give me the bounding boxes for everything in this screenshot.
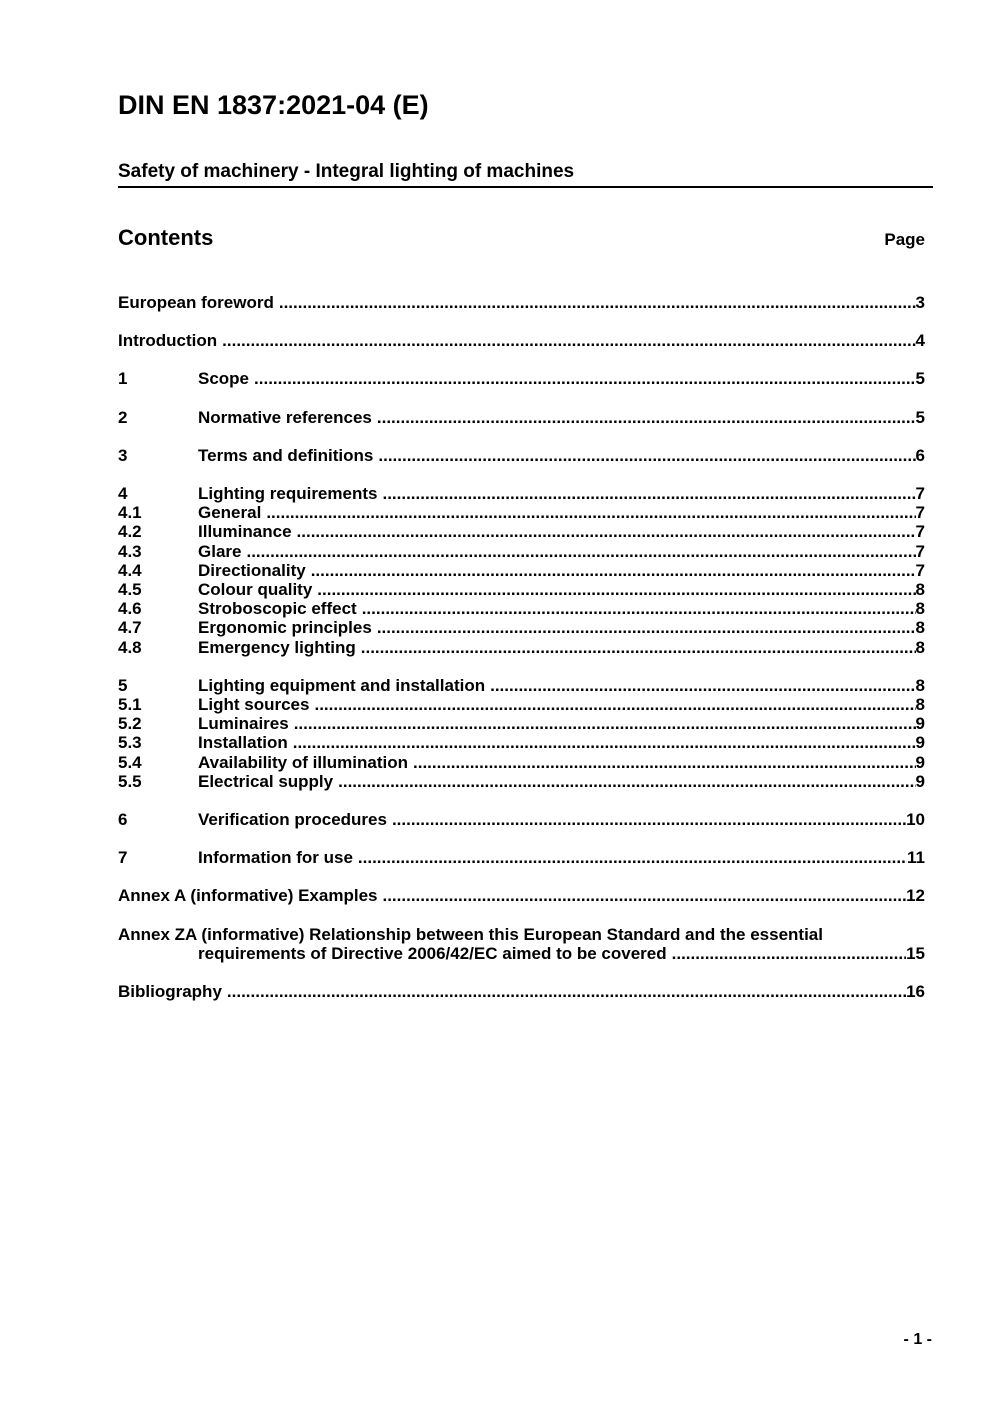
toc-entry-number: 5: [118, 675, 128, 695]
page-column-label: Page: [884, 230, 925, 249]
toc-entry-bibliography: [118, 982, 925, 1001]
dot-leader: [311, 561, 916, 580]
toc-group: [118, 446, 925, 465]
toc-entry-label: General: [198, 503, 262, 523]
toc-entry-page: 8: [915, 675, 925, 695]
toc-entry-label: Bibliography: [118, 982, 222, 1002]
toc-entry-annex-za: [118, 925, 925, 963]
toc-group: [118, 331, 925, 350]
dot-leader: [358, 848, 907, 867]
toc-entry-number: 5.3: [118, 733, 142, 753]
toc-entry-page: 8: [915, 580, 925, 600]
doc-code-heading: DIN EN 1837:2021-04 (E): [118, 90, 429, 120]
toc-entry-page: 9: [915, 733, 925, 753]
toc-entry-number: 2: [118, 407, 128, 427]
toc-entry-number: 5.5: [118, 771, 142, 791]
toc-group: [118, 886, 925, 905]
dot-leader: [377, 618, 916, 637]
toc-entry-label: Light sources: [198, 695, 310, 715]
dot-leader: [338, 772, 915, 791]
toc-entry-number: 4.6: [118, 599, 142, 619]
toc-entry-page: 16: [906, 982, 925, 1002]
toc-entry-number: 5.2: [118, 714, 142, 734]
toc-entry-scope: [118, 369, 925, 388]
toc-entry-page: 7: [915, 560, 925, 580]
doc-subtitle: Safety of machinery - Integral lighting of machines: [118, 160, 933, 188]
toc-entry-normative-references: [118, 408, 925, 427]
toc-entry-number: 4.4: [118, 560, 142, 580]
toc-entry: [118, 618, 925, 637]
toc-entry: [118, 753, 925, 772]
toc-entry-label: Introduction: [118, 331, 218, 351]
dot-leader: [413, 753, 916, 772]
toc-group-lighting-requirements: [118, 484, 925, 657]
toc-entry-label: Luminaires: [198, 714, 289, 734]
toc-entry-number: 4.8: [118, 637, 142, 657]
toc-entry-page: 5: [915, 369, 925, 389]
toc-entry-number: 1: [118, 369, 128, 389]
toc-group: [118, 982, 925, 1001]
toc-group: [118, 293, 925, 312]
toc-entry: [118, 542, 925, 561]
toc-entry-number: 4: [118, 484, 128, 504]
toc-group: [118, 810, 925, 829]
dot-leader: [266, 503, 915, 522]
toc-entry: [118, 561, 925, 580]
toc-entry-annex-a: [118, 886, 925, 905]
dot-leader: [294, 714, 916, 733]
toc-entry-page: 8: [915, 599, 925, 619]
toc-entry-label: Lighting requirements: [198, 484, 378, 504]
toc-entry: [118, 714, 925, 733]
dot-leader: [279, 293, 916, 312]
toc-entry: [118, 638, 925, 657]
toc-entry-label: Normative references: [198, 407, 372, 427]
dot-leader: [490, 676, 915, 695]
dot-leader: [222, 331, 915, 350]
toc-entry-label: Scope: [198, 369, 250, 389]
toc-entry-label: Colour quality: [198, 580, 313, 600]
dot-leader: [672, 944, 906, 963]
toc-entry-page: 4: [915, 331, 925, 351]
toc-entry-number: 3: [118, 445, 128, 465]
toc-group: [118, 848, 925, 867]
dot-leader: [361, 638, 916, 657]
toc-entry: [118, 522, 925, 541]
toc-entry-page: 15: [906, 943, 925, 963]
toc-entry-page: 11: [907, 848, 925, 868]
toc-entry-page: 7: [915, 541, 925, 561]
toc-entry-page: 12: [906, 886, 925, 906]
toc-entry-page: 5: [915, 407, 925, 427]
toc-entry-label: Ergonomic principles: [198, 618, 372, 638]
toc-group: [118, 369, 925, 388]
dot-leader: [227, 982, 906, 1001]
dot-leader: [377, 408, 916, 427]
dot-leader: [392, 810, 906, 829]
toc-entry-number: 4.5: [118, 580, 142, 600]
toc-entry-page: 8: [915, 637, 925, 657]
dot-leader: [382, 484, 915, 503]
toc-entry-page: 3: [915, 293, 925, 312]
toc-entry-label: Lighting equipment and installation: [198, 675, 486, 695]
toc-entry-page: 7: [915, 484, 925, 504]
toc-entry-label: Emergency lighting: [198, 637, 356, 657]
toc-entry-page: 9: [915, 752, 925, 772]
dot-leader: [317, 580, 915, 599]
toc-entry-label: European foreword: [118, 293, 274, 312]
toc-group-lighting-equipment: [118, 676, 925, 791]
toc-entry-introduction: [118, 331, 925, 350]
toc-entry: [118, 676, 925, 695]
toc-entry-label: Annex A (informative) Examples: [118, 886, 378, 906]
toc-entry-page: 9: [915, 771, 925, 791]
toc-entry-label: Availability of illumination: [198, 752, 409, 772]
toc-entry-terms-definitions: [118, 446, 925, 465]
toc-entry-label: Illuminance: [198, 522, 292, 542]
toc-entry-page: 8: [915, 618, 925, 638]
toc-entry-page: 9: [915, 714, 925, 734]
toc-entry-number: 5.1: [118, 695, 142, 715]
toc-entry-label: Electrical supply: [198, 771, 334, 791]
toc-entry: [118, 695, 925, 714]
dot-leader: [314, 695, 915, 714]
toc-entry-label: Annex ZA (informative) Relationship between this European Standard and the essential: [118, 924, 823, 944]
toc-entry-page: 8: [915, 695, 925, 715]
toc-entry-number: 4.1: [118, 503, 142, 523]
toc-entry: [118, 772, 925, 791]
toc-entry: [118, 484, 925, 503]
toc-entry-label-continued: requirements of Directive 2006/42/EC aimed to be covered: [198, 943, 667, 963]
toc-entry-number: 7: [118, 848, 128, 868]
toc-entry-page: 6: [915, 445, 925, 465]
toc-entry-page: 7: [915, 522, 925, 542]
toc-entry: [118, 599, 925, 618]
toc-entry-verification-procedures: [118, 810, 925, 829]
dot-leader: [293, 733, 916, 752]
contents-heading: Contents: [118, 225, 214, 250]
toc-entry-number: 5.4: [118, 752, 142, 772]
toc-group: [118, 925, 925, 963]
toc-entry-label: Information for use: [198, 848, 353, 868]
toc-entry-number: 6: [118, 810, 128, 830]
dot-leader: [382, 886, 906, 905]
toc-group: [118, 408, 925, 427]
toc-entry: [118, 733, 925, 752]
toc-entry-label: Stroboscopic effect: [198, 599, 357, 619]
toc-entry-information-for-use: [118, 848, 925, 867]
toc-entry: [118, 580, 925, 599]
toc-entry-number: 4.2: [118, 522, 142, 542]
toc-entry-number: 4.3: [118, 541, 142, 561]
contents-header-row: [118, 224, 925, 252]
toc-entry-label: Glare: [198, 541, 242, 561]
toc-entry-number: 4.7: [118, 618, 142, 638]
dot-leader: [378, 446, 915, 465]
dot-leader: [246, 542, 915, 561]
toc-entry-label: Directionality: [198, 560, 306, 580]
toc-entry-label: Verification procedures: [198, 810, 387, 830]
footer-page-number: - 1 -: [903, 1331, 932, 1348]
dot-leader: [362, 599, 916, 618]
table-of-contents: [118, 293, 925, 1020]
toc-entry-label: Installation: [198, 733, 288, 753]
toc-entry: [118, 503, 925, 522]
toc-entry-label: Terms and definitions: [198, 445, 374, 465]
toc-entry-page: 10: [906, 810, 925, 830]
dot-leader: [297, 522, 916, 541]
dot-leader: [254, 369, 916, 388]
toc-entry-european-foreword: [118, 293, 925, 312]
toc-entry-page: 7: [915, 503, 925, 523]
